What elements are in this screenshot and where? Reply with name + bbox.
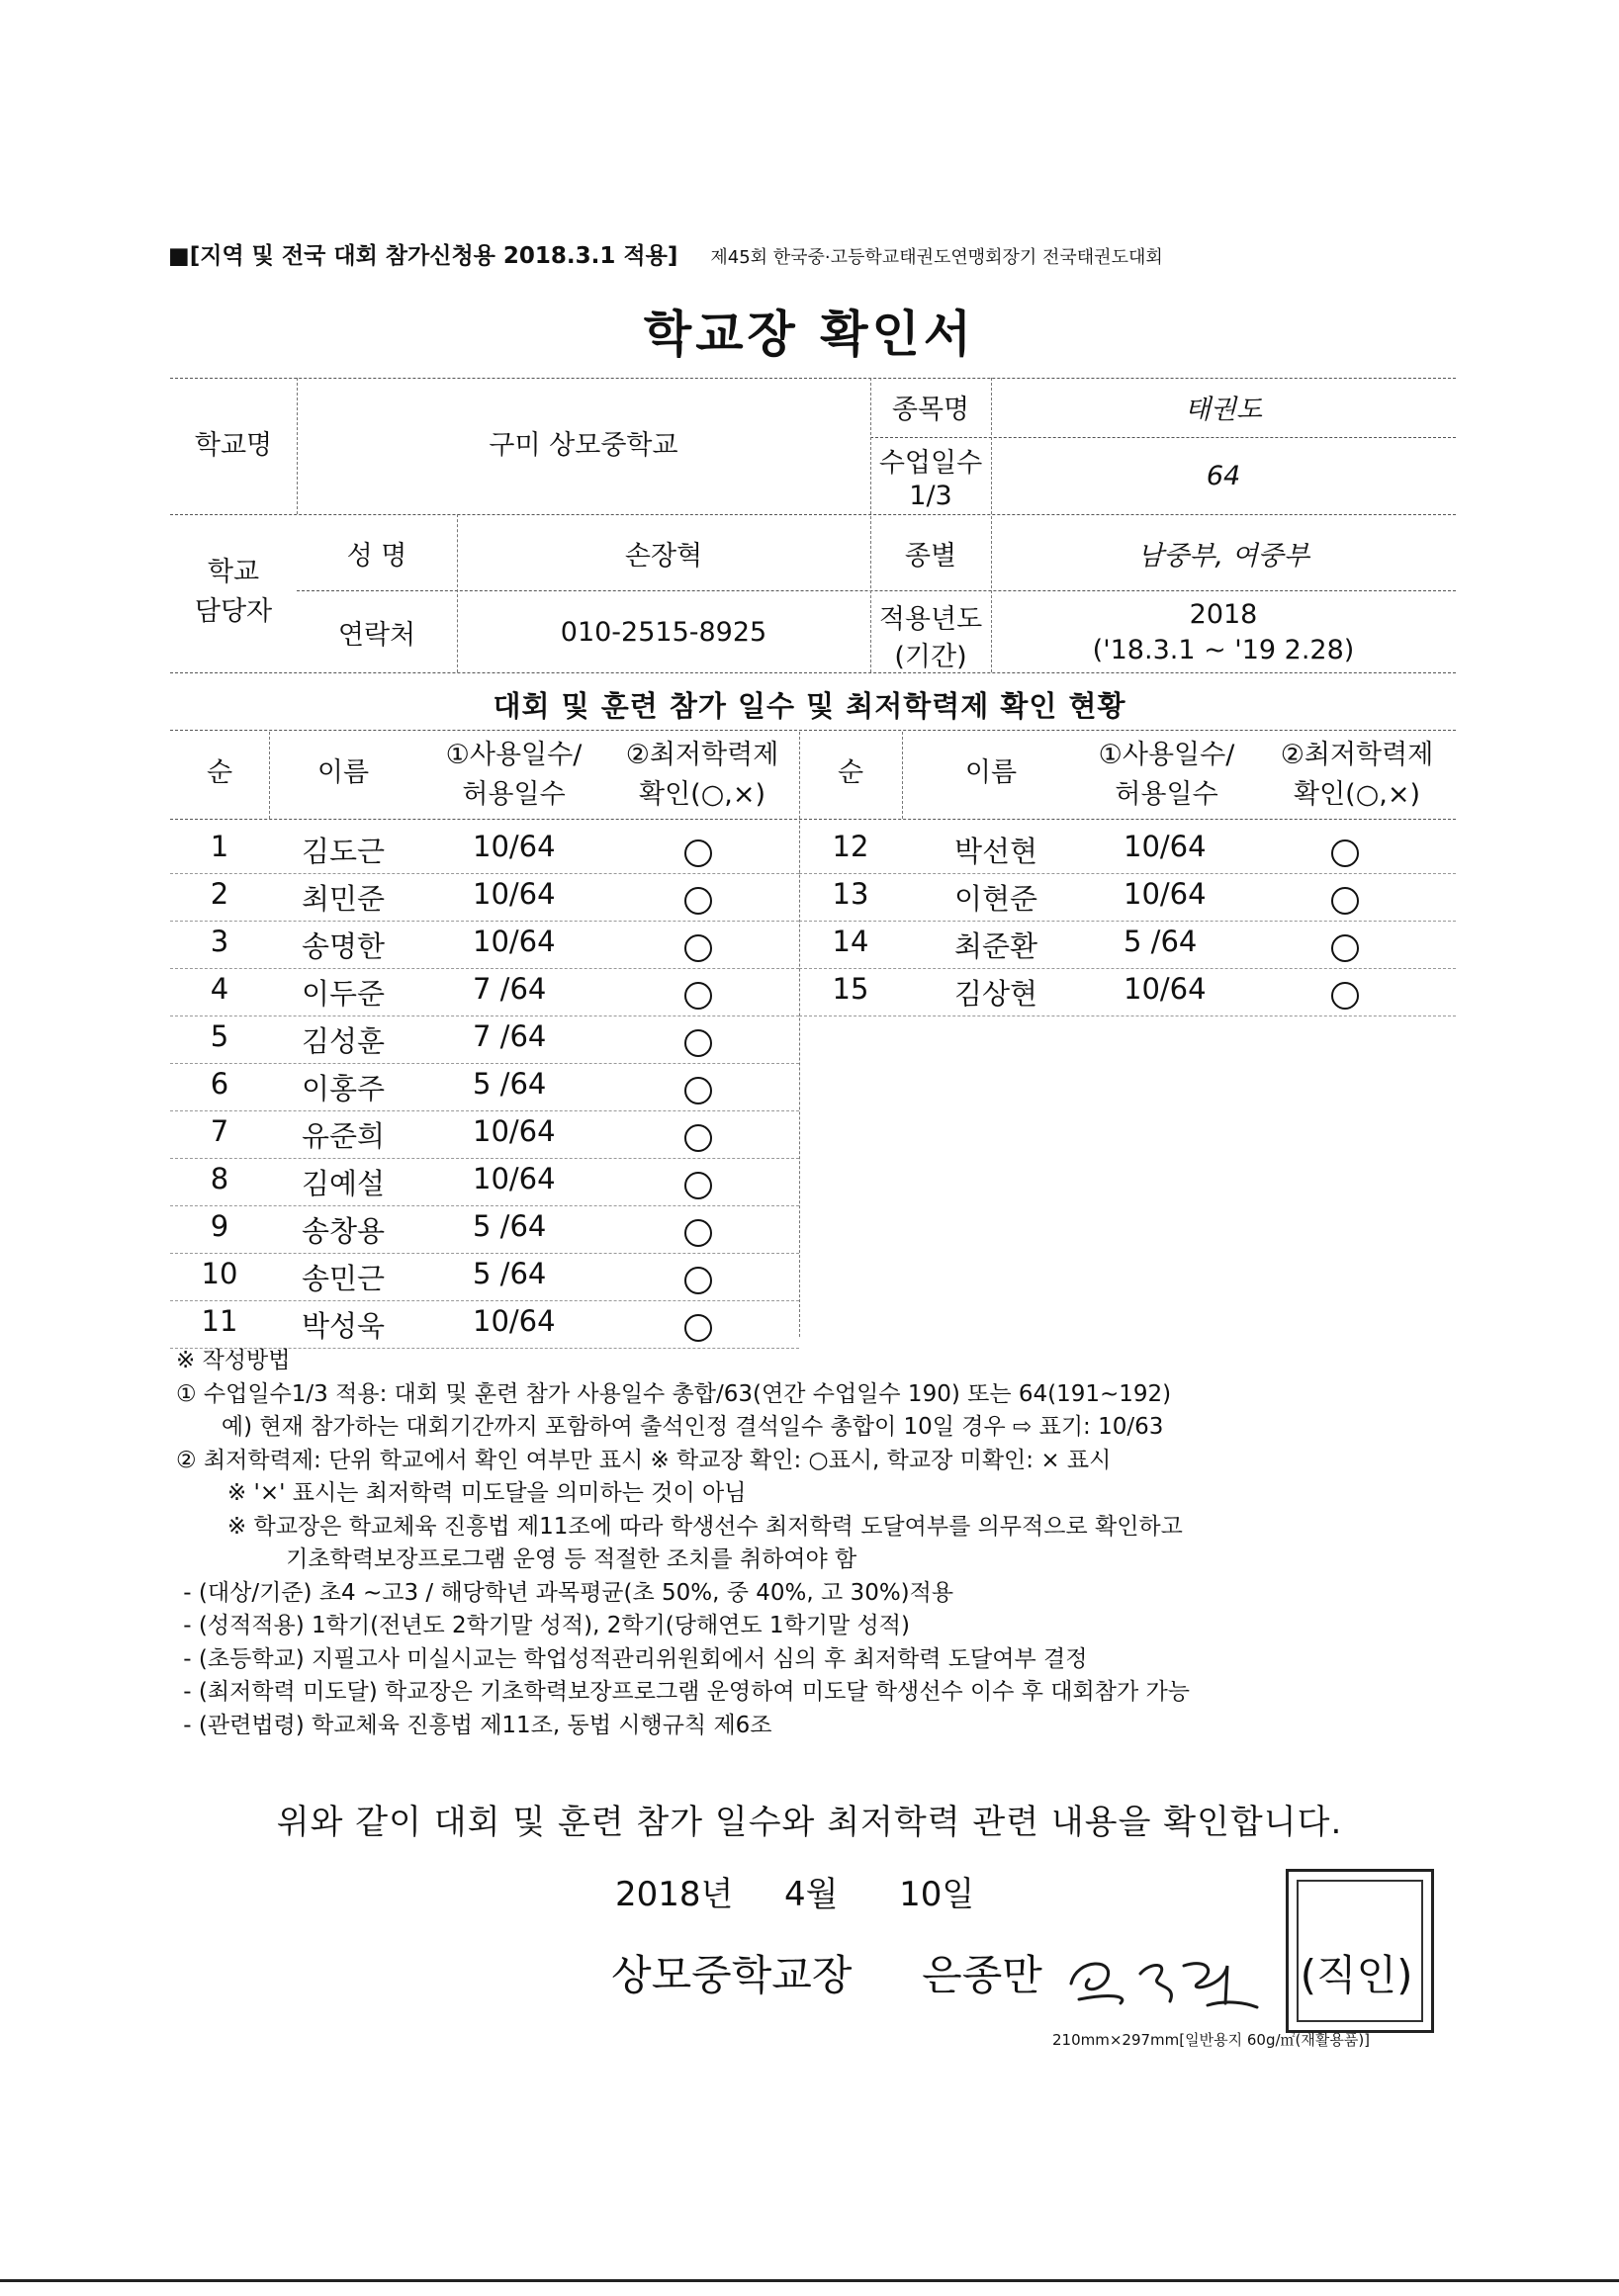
- year-label: 적용년도: [878, 604, 983, 635]
- event-name: 제45회 한국중·고등학교태권도연맹회장기 전국태권도대회: [710, 247, 1163, 268]
- confirm-mark-icon: [1331, 982, 1359, 1010]
- header-name-right: 이름: [964, 757, 1018, 788]
- manager-label: 학교: [207, 557, 260, 587]
- principal-title: 상모중학교장: [611, 1951, 853, 1999]
- used-allowed-days: 10/64: [473, 830, 556, 863]
- confirm-mark-icon: [1331, 839, 1359, 867]
- used-allowed-days: 10/64: [473, 877, 556, 911]
- person-name-value: 손장혁: [624, 541, 703, 572]
- confirm-mark-icon: [684, 982, 712, 1010]
- confirm-mark-icon: [684, 1029, 712, 1057]
- year-value: 2018: [1189, 599, 1258, 630]
- row-number: 7: [210, 1114, 229, 1148]
- divider: [170, 378, 1456, 379]
- row-divider: [170, 1063, 799, 1064]
- row-number: 4: [210, 972, 229, 1006]
- confirm-mark-icon: [1331, 887, 1359, 915]
- used-allowed-days: 5 /64: [473, 1067, 547, 1101]
- instruction-line: ※ 학교장은 학교체육 진흥법 제11조에 따라 학생선수 최저학력 도달여부를 의무적으로 확인하고: [206, 1513, 1183, 1540]
- confirm-mark-icon: [684, 1314, 712, 1342]
- class-days-ratio: 1/3: [909, 481, 952, 511]
- manager-label-2: 담당자: [194, 596, 273, 627]
- instruction-line: - (성적적용) 1학기(전년도 2학기말 성적), 2학기(당해연도 1학기말 성적): [176, 1613, 910, 1638]
- row-number: 10: [201, 1257, 238, 1290]
- used-allowed-days: 10/64: [1124, 830, 1207, 863]
- row-divider: [170, 968, 799, 969]
- row-number: 12: [832, 830, 869, 863]
- row-number: 2: [210, 877, 229, 911]
- row-number: 3: [210, 925, 229, 958]
- used-allowed-days: 10/64: [473, 1162, 556, 1195]
- header-no: 순: [206, 757, 233, 788]
- sport-value: 태권도: [1184, 395, 1263, 425]
- student-name: 이두준: [301, 977, 386, 1011]
- row-divider: [170, 1300, 799, 1301]
- seal-label: (직인): [1300, 1951, 1413, 1999]
- row-divider: [799, 968, 1456, 969]
- writing-instructions: [176, 1345, 1462, 1742]
- contact-value: 010-2515-8925: [560, 617, 767, 648]
- confirm-mark-icon: [684, 1267, 712, 1294]
- principal-signature-line: [611, 1943, 1413, 2013]
- student-name: 김상현: [953, 977, 1038, 1011]
- year-period-value: ('18.3.1 ~ '19 2.28): [1092, 635, 1355, 665]
- scan-bottom-edge: [0, 2279, 1619, 2282]
- student-name: 김예설: [301, 1167, 386, 1200]
- row-number: 9: [210, 1209, 229, 1243]
- used-allowed-days: 7 /64: [473, 972, 547, 1006]
- paper-spec-note: 210mm×297mm[일반용지 60g/㎡(재활용품)]: [1052, 2031, 1371, 2049]
- confirm-mark-icon: [684, 839, 712, 867]
- year-period-label: (기간): [894, 642, 967, 672]
- used-allowed-days: 5 /64: [473, 1209, 547, 1243]
- document-title: 학교장 확인서: [643, 306, 976, 363]
- header-allowed-days-right: 허용일수: [1115, 779, 1218, 810]
- row-divider: [170, 1205, 799, 1206]
- date-year: 2018년: [615, 1875, 734, 1914]
- category-label: 종별: [904, 541, 957, 572]
- row-divider: [170, 1110, 799, 1111]
- row-number: 11: [201, 1304, 238, 1338]
- confirm-mark-icon: [684, 887, 712, 915]
- divider: [170, 514, 1456, 515]
- used-allowed-days: 10/64: [1124, 877, 1207, 911]
- person-name-label: 성 명: [346, 541, 407, 572]
- used-allowed-days: 10/64: [1124, 972, 1207, 1006]
- student-name: 박성욱: [301, 1309, 386, 1343]
- row-number: 15: [832, 972, 869, 1006]
- handwritten-signature: [1059, 1944, 1267, 2013]
- header-min-academic: ②최저학력제: [625, 740, 779, 770]
- instruction-line: ② 최저학력제: 단위 학교에서 확인 여부만 표시 ※ 학교장 확인: ○표시, 학교장 미확인: × 표시: [176, 1447, 1112, 1473]
- school-name-label: 학교명: [194, 430, 273, 461]
- divider: [799, 732, 800, 1337]
- header-no-right: 순: [837, 757, 864, 788]
- row-number: 13: [832, 877, 869, 911]
- confirmation-statement: 위와 같이 대회 및 훈련 참가 일수와 최저학력 관련 내용을 확인합니다.: [276, 1803, 1343, 1842]
- student-name: 유준희: [301, 1119, 386, 1153]
- instruction-line: 기초학력보장프로그램 운영 등 적절한 조치를 취하여야 함: [235, 1546, 857, 1572]
- contact-label: 연락처: [337, 620, 416, 651]
- used-allowed-days: 5 /64: [1124, 925, 1198, 958]
- header-used-days: ①사용일수/: [445, 740, 583, 770]
- row-divider: [799, 921, 1456, 922]
- used-allowed-days: 5 /64: [473, 1257, 547, 1290]
- instruction-line: ※ '×' 표시는 최저학력 미도달을 의미하는 것이 아님: [206, 1480, 747, 1506]
- date-month: 4월: [784, 1875, 839, 1914]
- row-divider: [799, 873, 1456, 874]
- row-number: 1: [210, 830, 229, 863]
- row-divider: [170, 1158, 799, 1159]
- used-allowed-days: 7 /64: [473, 1019, 547, 1053]
- row-divider: [170, 921, 799, 922]
- principal-name: 은종만: [922, 1951, 1042, 1999]
- divider: [297, 590, 1456, 591]
- row-number: 14: [832, 925, 869, 958]
- student-name: 박선현: [953, 835, 1038, 868]
- row-number: 8: [210, 1162, 229, 1195]
- instruction-line: - (관련법령) 학교체육 진흥법 제11조, 동법 시행규칙 제6조: [176, 1712, 772, 1738]
- form-usage-label: ■[지역 및 전국 대회 참가신청용 2018.3.1 적용]: [168, 243, 678, 269]
- row-divider: [170, 1253, 799, 1254]
- instruction-line: 예) 현재 참가하는 대회기간까지 포함하여 출석인정 결석일수 총합이 10일 경우 ⇨ 표기: 10/63: [200, 1414, 1164, 1440]
- confirm-mark-icon: [684, 1077, 712, 1104]
- class-days-value: 64: [1206, 461, 1241, 491]
- confirm-mark-icon: [684, 934, 712, 962]
- instruction-line: - (초등학교) 지필고사 미실시교는 학업성적관리위원회에서 심의 후 최저학력 도달여부 결정: [176, 1645, 1088, 1672]
- row-divider: [170, 873, 799, 874]
- student-name: 김도근: [301, 835, 386, 868]
- student-name: 송명한: [301, 929, 386, 963]
- used-allowed-days: 10/64: [473, 1114, 556, 1148]
- divider: [170, 819, 1456, 820]
- header-confirm-right: 확인(○,×): [1294, 779, 1420, 810]
- header-allowed-days: 허용일수: [462, 779, 566, 810]
- divider: [870, 437, 1456, 438]
- used-allowed-days: 10/64: [473, 925, 556, 958]
- instruction-line: ※ 작성방법: [176, 1348, 291, 1373]
- date-day: 10일: [899, 1875, 975, 1914]
- instruction-line: ① 수업일수1/3 적용: 대회 및 훈련 참가 사용일수 총합/63(연간 수업일수 190) 또는 64(191~192): [176, 1380, 1172, 1407]
- header-confirm: 확인(○,×): [639, 779, 765, 810]
- instruction-line: - (최저학력 미도달) 학교장은 기초학력보장프로그램 운영하여 미도달 학생선수 이수 후 대회참가 가능: [176, 1679, 1190, 1705]
- student-name: 최민준: [301, 882, 386, 916]
- confirm-mark-icon: [684, 1172, 712, 1199]
- form-header: [168, 237, 1454, 270]
- divider: [170, 730, 1456, 731]
- category-value: 남중부, 여중부: [1137, 541, 1309, 572]
- sport-label: 종목명: [891, 395, 970, 425]
- student-name: 이현준: [953, 882, 1038, 916]
- student-name: 최준환: [953, 929, 1038, 963]
- used-allowed-days: 10/64: [473, 1304, 556, 1338]
- student-name: 송창용: [301, 1214, 386, 1248]
- student-name: 이홍주: [301, 1072, 386, 1105]
- section-title: 대회 및 훈련 참가 일수 및 최저학력제 확인 현황: [493, 689, 1126, 723]
- header-used-days-right: ①사용일수/: [1098, 740, 1235, 770]
- class-days-label: 수업일수: [878, 448, 983, 479]
- confirm-mark-icon: [684, 1219, 712, 1247]
- divider: [170, 672, 1456, 673]
- school-name-value: 구미 상모중학교: [489, 430, 678, 461]
- student-name: 김성훈: [301, 1024, 386, 1058]
- header-name: 이름: [316, 757, 370, 788]
- issue-date: [615, 1867, 974, 1915]
- row-number: 5: [210, 1019, 229, 1053]
- header-min-academic-right: ②최저학력제: [1280, 740, 1434, 770]
- student-name: 송민근: [301, 1262, 386, 1295]
- instruction-line: - (대상/기준) 초4 ~고3 / 해당학년 과목평균(초 50%, 중 40%, 고 30%)적용: [176, 1579, 954, 1606]
- confirm-mark-icon: [684, 1124, 712, 1152]
- confirm-mark-icon: [1331, 934, 1359, 962]
- row-number: 6: [210, 1067, 229, 1101]
